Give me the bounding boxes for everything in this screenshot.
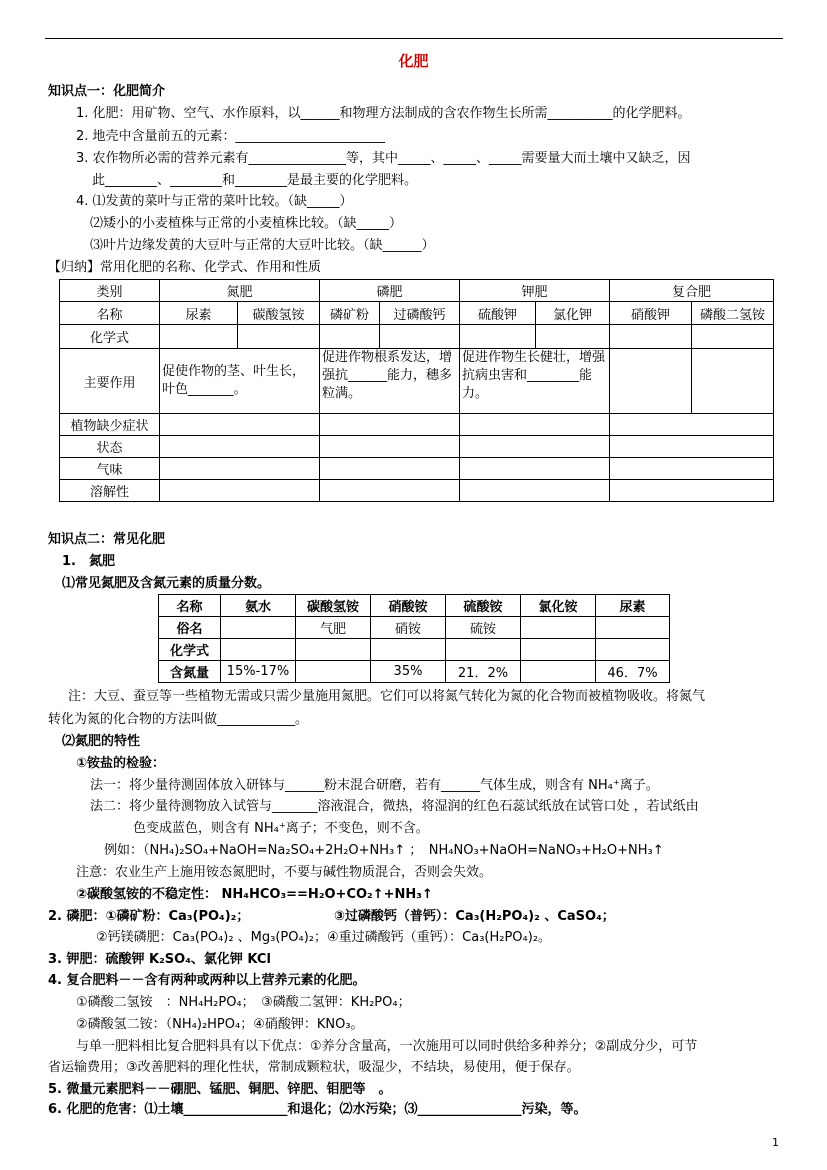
- cell: [521, 617, 596, 639]
- cell: 21．2%: [446, 661, 521, 683]
- cell: 状态: [60, 436, 160, 458]
- summary-heading: 【归纳】常用化肥的名称、化学式、作用和性质: [48, 260, 322, 275]
- note-1: 注：大豆、蚕豆等一些植物无需或只需少量施用氮肥。它们可以将氮气转化为氮的化合物而被植物吸收。将氮气: [68, 689, 706, 704]
- cell: 植物缺少症状: [60, 414, 160, 436]
- note-2: 注意：农业生产上施用铵态氮肥时，不要与碱性物质混合，否则会失效。: [76, 865, 493, 880]
- cell: 硝铵: [371, 617, 446, 639]
- cell: 磷酸二氢铵: [692, 302, 774, 325]
- cell: 化学式: [159, 639, 221, 661]
- cell: 气肥: [296, 617, 371, 639]
- compound-advantages-b: 省运输费用；③改善肥料的理化性状，常制成颗粒状，吸湿少，不结块，易使用，便于保存。: [48, 1060, 580, 1075]
- cell: 15%-17%: [221, 661, 296, 683]
- s1-line-4: 4. ⑴发黄的菜叶与正常的菜叶比较。（缺_____）: [76, 194, 353, 209]
- cell: 名称: [60, 302, 160, 325]
- cell: [596, 617, 670, 639]
- role-potassium: 促进作物生长健壮，增强抗病虫害和________能力。: [460, 349, 610, 414]
- cell: 35%: [371, 661, 446, 683]
- cell: 类别: [60, 280, 160, 302]
- nitrogen-sub-2: ⑵氮肥的特性: [62, 734, 141, 749]
- compound-advantages: 与单一肥料相比复合肥料具有以下优点：①养分含量高，一次施用可以同时供给多种养分；②副成分少，可节: [76, 1039, 698, 1054]
- page-number: 1: [772, 1136, 779, 1149]
- cell: 硫酸铵: [446, 595, 521, 617]
- bicarbonate-instability: ②碳酸氢铵的不稳定性： NH₄HCO₃==H₂O+CO₂↑+NH₃↑: [76, 887, 433, 902]
- phosphorus-line-1: 2. 磷肥：①磷矿粉：Ca₃(PO₄)₂； ③过磷酸钙（普钙）：Ca₃(H₂PO₄)₂ 、CaSO₄；: [48, 909, 615, 924]
- method-1: 法一：将少量待测固体放入研钵与______粉末混合研磨，若有______气体生成，则含有 NH₄⁺离子。: [90, 778, 659, 793]
- section-1-heading: 知识点一：化肥简介: [48, 84, 166, 99]
- compound-line-2: ②磷酸氢二铵：（NH₄)₂HPO₄；④硝酸钾：KNO₃。: [76, 1017, 364, 1032]
- nitrogen-sub-1: ⑴常见氮肥及含氮元素的质量分数。: [62, 576, 271, 591]
- cell: 氯化铵: [521, 595, 596, 617]
- s1-line-1: 1. 化肥：用矿物、空气、水作原料，以______和物理方法制成的含农作物生长所需__________的化学肥料。: [76, 106, 691, 121]
- cell: 含氮量: [159, 661, 221, 683]
- s1-line-2: 2. 地壳中含量前五的元素：_______________________: [76, 129, 386, 144]
- ammonium-test-heading: ①铵盐的检验：: [76, 756, 166, 771]
- note-1b: 转化为氮的化合物的方法叫做____________。: [48, 712, 309, 727]
- compound-line-1: ①磷酸二氢铵 ：NH₄H₂PO₄； ③磷酸二氢钾：KH₂PO₄；: [76, 995, 411, 1010]
- cell: 碳酸氢铵: [296, 595, 371, 617]
- section-2-heading: 知识点二：常见化肥: [48, 532, 166, 547]
- cell: 气味: [60, 458, 160, 480]
- cell: 钾肥: [460, 280, 610, 302]
- cell: 名称: [159, 595, 221, 617]
- s1-line-6: ⑶叶片边缘发黄的大豆叶与正常的大豆叶比较。（缺______）: [90, 238, 435, 253]
- role-phosphorus: 促进作物根系发达，增强抗______能力，穗多粒满。: [320, 349, 460, 414]
- cell: 硫铵: [446, 617, 521, 639]
- cell: [521, 661, 596, 683]
- s1-line-3: 3. 农作物所必需的营养元素有_______________等，其中_____、_____、_____需要量大而土壤中又缺乏，因: [76, 151, 691, 166]
- fertilizer-summary-table: [59, 279, 774, 502]
- header-rule: [45, 38, 783, 39]
- nitrogen-heading: 1. 氮肥: [62, 554, 115, 569]
- cell: [296, 661, 371, 683]
- compound-heading: 4. 复合肥料－－含有两种或两种以上营养元素的化肥。: [48, 973, 366, 988]
- cell: 磷肥: [320, 280, 460, 302]
- cell: 硫酸钾: [460, 302, 536, 325]
- cell: 尿素: [596, 595, 670, 617]
- nitrogen-table: [158, 594, 670, 683]
- potassium-line: 3. 钾肥：硫酸钾 K₂SO₄、氯化钾 KCl: [48, 952, 271, 967]
- cell: 复合肥: [610, 280, 774, 302]
- cell: 硝酸钾: [610, 302, 692, 325]
- cell: 46．7%: [596, 661, 670, 683]
- s1-line-5: ⑵矮小的小麦植株与正常的小麦植株比较。（缺_____）: [90, 216, 403, 231]
- role-nitrogen: 促使作物的茎、叶生长，叶色_______。: [160, 349, 320, 414]
- example-equations: 例如：（NH₄)₂SO₄+NaOH=Na₂SO₄+2H₂O+NH₃↑ ； NH₄NO₃+NaOH=NaNO₃+H₂O+NH₃↑: [104, 843, 664, 858]
- cell: 磷矿粉: [320, 302, 380, 325]
- page-title: 化肥: [398, 52, 429, 70]
- cell: 俗名: [159, 617, 221, 639]
- cell: [221, 617, 296, 639]
- hazards-line: 6. 化肥的危害：⑴土壤________________和退化；⑵水污染；⑶________________污染，等。: [48, 1102, 587, 1117]
- cell: 主要作用: [60, 349, 160, 414]
- cell: 溶解性: [60, 480, 160, 502]
- cell: 化学式: [60, 325, 160, 349]
- method-2: 法二：将少量待测物放入试管与_______溶液混合，微热，将湿润的红色石蕊试纸放在试管口处 ，若试纸由: [90, 799, 699, 814]
- cell: 尿素: [160, 302, 238, 325]
- s1-line-3b: 此________、________和________是最主要的化学肥料。: [92, 173, 418, 188]
- trace-elements-line: 5. 微量元素肥料－－硼肥、锰肥、铜肥、锌肥、钼肥等 。: [48, 1082, 392, 1097]
- method-2b: 色变成蓝色，则含有 NH₄⁺离子；不变色，则不含。: [133, 821, 429, 836]
- phosphorus-line-2: ②钙镁磷肥：Ca₃(PO₄)₂ 、Mg₃(PO₄)₂；④重过磷酸钙（重钙）：Ca₃(H₂PO₄)₂。: [96, 930, 552, 945]
- cell: 氨水: [221, 595, 296, 617]
- cell: 硝酸铵: [371, 595, 446, 617]
- cell: 过磷酸钙: [380, 302, 460, 325]
- cell: 氯化钾: [536, 302, 610, 325]
- cell: 氮肥: [160, 280, 320, 302]
- cell: 碳酸氢铵: [238, 302, 320, 325]
